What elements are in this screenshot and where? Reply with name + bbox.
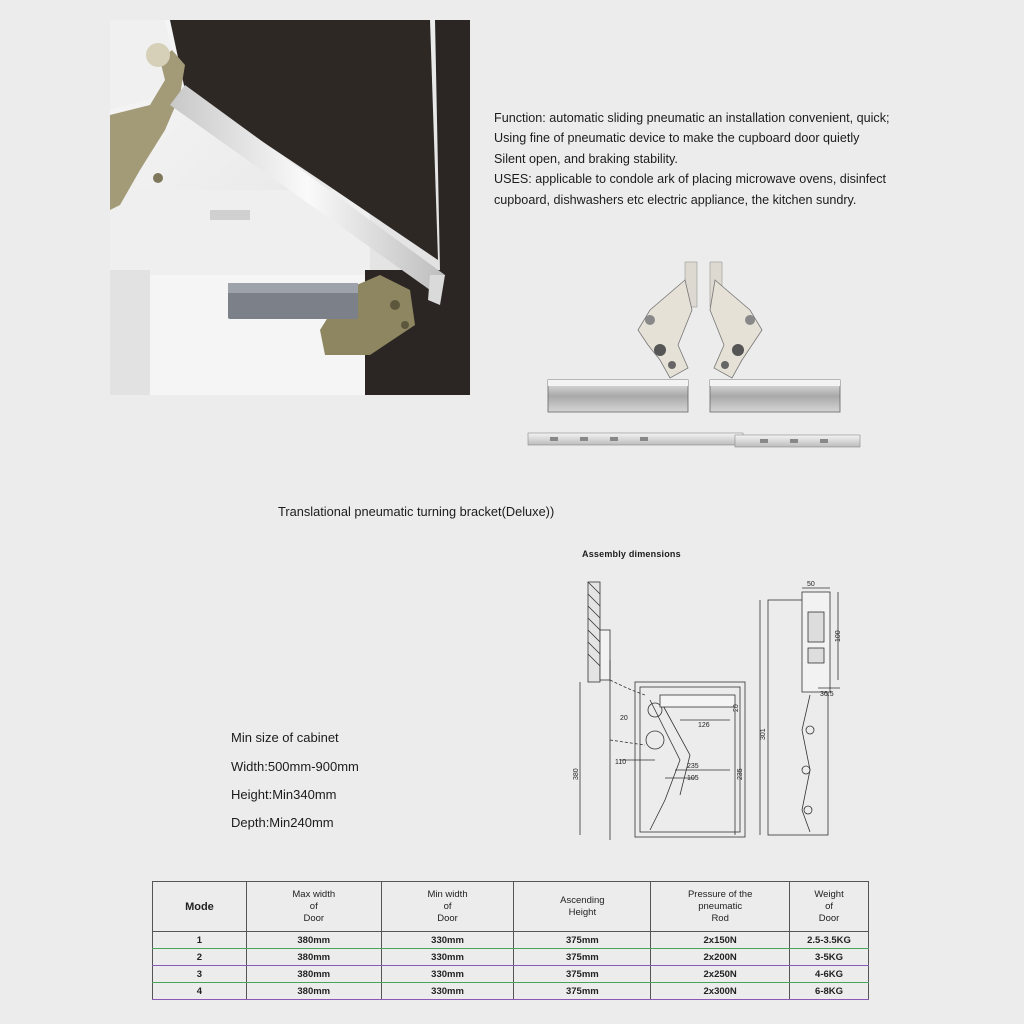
product-caption: Translational pneumatic turning bracket(Deluxe)) xyxy=(278,504,555,519)
cell-pressure: 2x200N xyxy=(651,949,790,966)
header-weight: Weight of Door xyxy=(790,882,869,932)
function-line: Silent open, and braking stability. xyxy=(494,151,678,166)
function-line: Using fine of pneumatic device to make the cupboard door quietly xyxy=(494,131,860,146)
header-min-width: Min width of Door xyxy=(381,882,514,932)
installed-bracket-photo xyxy=(110,20,470,395)
cell-height: 375mm xyxy=(514,983,651,1000)
header-max-width: Max width of Door xyxy=(246,882,381,932)
cell-max-width: 380mm xyxy=(246,983,381,1000)
dim-126: 126 xyxy=(698,722,710,729)
bracket-product-photo xyxy=(520,250,870,470)
function-line: USES: applicable to condole ark of placing microwave ovens, disinfect xyxy=(494,172,887,187)
cell-min-width: 330mm xyxy=(381,949,514,966)
dim-105: 105 xyxy=(687,775,699,782)
cabinet-spec-height: Height:Min340mm xyxy=(231,787,337,802)
cell-mode: 3 xyxy=(153,966,247,983)
cell-height: 375mm xyxy=(514,932,651,949)
dim-235b: 235 xyxy=(737,768,744,780)
dim-380: 380 xyxy=(573,768,580,780)
header-mode: Mode xyxy=(153,882,247,932)
spec-table xyxy=(152,881,869,1000)
cell-pressure: 2x300N xyxy=(651,983,790,1000)
assembly-dimensions-label: Assembly dimensions xyxy=(582,549,681,559)
dim-36-5: 36.5 xyxy=(820,691,834,698)
cell-height: 375mm xyxy=(514,966,651,983)
header-ascending-height: Ascending Height xyxy=(514,882,651,932)
dim-100: 100 xyxy=(835,630,842,642)
table-row xyxy=(153,949,869,966)
cell-mode: 2 xyxy=(153,949,247,966)
cabinet-spec-title: Min size of cabinet xyxy=(231,730,339,745)
table-row xyxy=(153,932,869,949)
table-row xyxy=(153,966,869,983)
function-description xyxy=(494,108,934,210)
cabinet-spec-depth: Depth:Min240mm xyxy=(231,815,334,830)
dim-50: 50 xyxy=(807,581,815,588)
cell-min-width: 330mm xyxy=(381,983,514,1000)
cell-pressure: 2x250N xyxy=(651,966,790,983)
dim-235a: 235 xyxy=(687,763,699,770)
dim-301: 301 xyxy=(760,728,767,740)
dim-110: 110 xyxy=(615,759,627,766)
cell-max-width: 380mm xyxy=(246,966,381,983)
cell-weight: 4-6KG xyxy=(790,966,869,983)
cell-mode: 1 xyxy=(153,932,247,949)
cell-min-width: 330mm xyxy=(381,966,514,983)
cell-mode: 4 xyxy=(153,983,247,1000)
cabinet-spec-width: Width:500mm-900mm xyxy=(231,759,359,774)
table-row xyxy=(153,983,869,1000)
dim-20a: 20 xyxy=(620,715,628,722)
cell-max-width: 380mm xyxy=(246,932,381,949)
table-header-row xyxy=(153,882,869,932)
cell-min-width: 330mm xyxy=(381,932,514,949)
function-line: cupboard, dishwashers etc electric appliance, the kitchen sundry. xyxy=(494,192,857,207)
assembly-dimension-drawing xyxy=(570,570,870,850)
cell-height: 375mm xyxy=(514,949,651,966)
cell-pressure: 2x150N xyxy=(651,932,790,949)
function-line: Function: automatic sliding pneumatic an installation convenient, quick; xyxy=(494,111,890,125)
cell-max-width: 380mm xyxy=(246,949,381,966)
dim-20b: 20 xyxy=(733,704,740,712)
cell-weight: 6-8KG xyxy=(790,983,869,1000)
cell-weight: 3-5KG xyxy=(790,949,869,966)
header-pressure: Pressure of the pneumatic Rod xyxy=(651,882,790,932)
cell-weight: 2.5-3.5KG xyxy=(790,932,869,949)
